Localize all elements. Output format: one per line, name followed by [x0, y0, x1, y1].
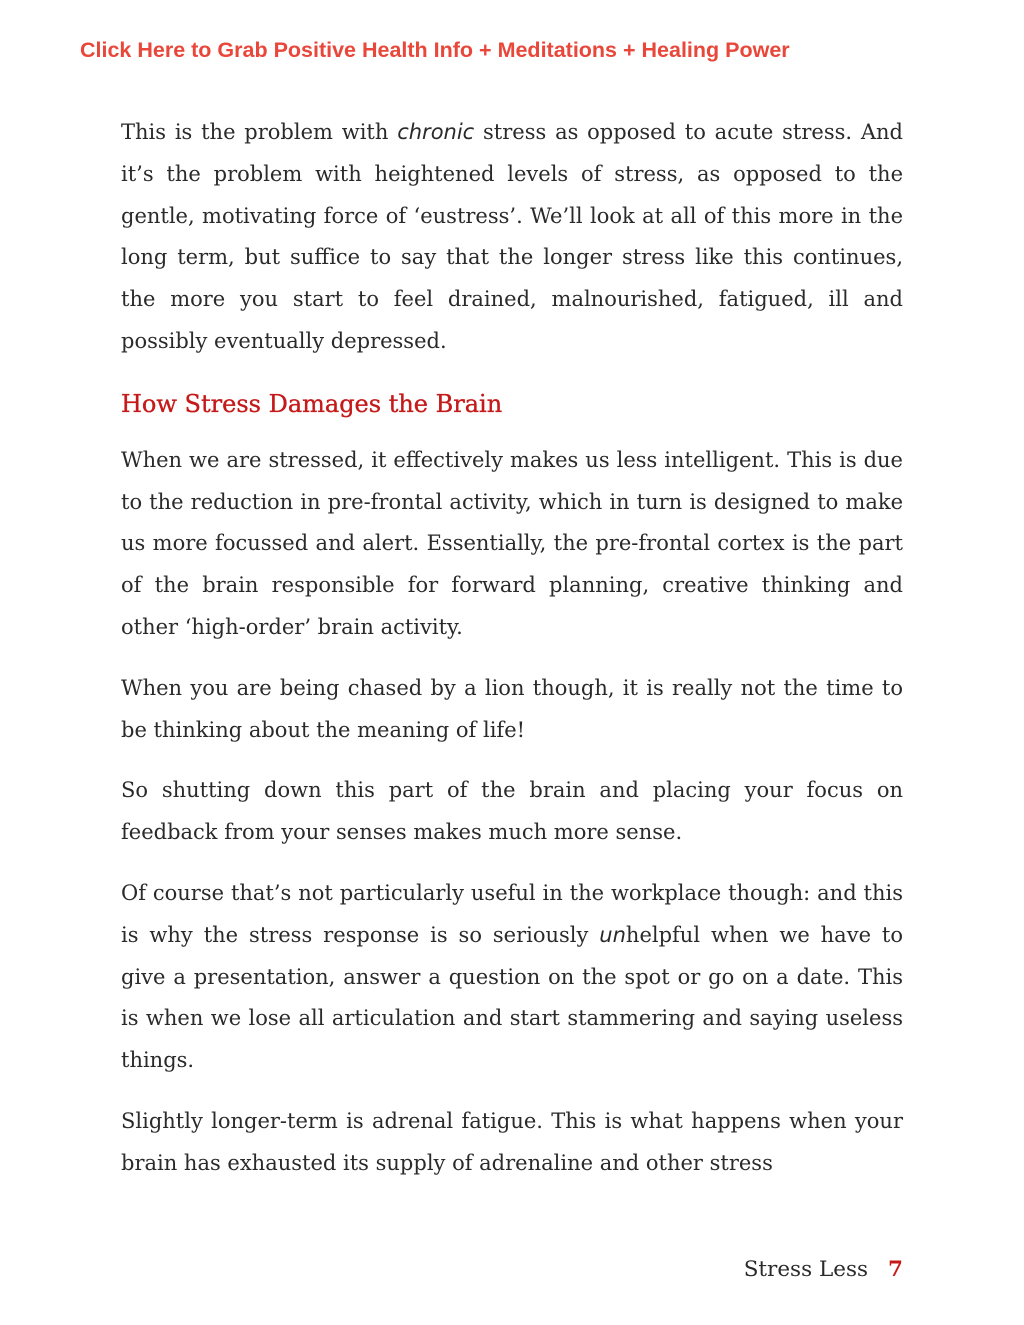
paragraph-chronic-stress: [121, 112, 903, 363]
page-body: [121, 112, 903, 1204]
paragraph-text: This is the problem with: [121, 120, 398, 144]
paragraph-lion: When you are being chased by a lion though, it is really not the time to be thinking about the meaning of life!: [121, 675, 903, 742]
page-number: 7: [888, 1257, 903, 1282]
paragraph-text: helpful when we have to give a presentation, answer a question on the spot or go on a date. This is when we lose all articulation and start stammering and saying useless things.: [121, 922, 903, 1073]
paragraph-text: stress as opposed to acute stress. And it’s the problem with heightened levels of stress, as opposed to the gentle, motivating force of ‘eustress’. We’ll look at all of this more in the long term, but suffice to say that the longer stress like this continues, the more you start to feel drained, malnourished, fatigued, ill and possibly eventually depressed.: [121, 120, 903, 353]
paragraph-adrenal-fatigue: Slightly longer-term is adrenal fatigue. This is what happens when your brain has exhausted its supply of adrenaline and other stress: [121, 1108, 903, 1175]
paragraph-text: Of course that’s not particularly useful in the workplace though: and this is why the stress response is so seriously: [121, 880, 903, 947]
emphasis-un: un: [599, 922, 626, 947]
page-footer: [744, 1257, 903, 1282]
emphasis-chronic: chronic: [397, 120, 475, 144]
promo-link[interactable]: Click Here to Grab Positive Health Info + Meditations + Healing Power: [80, 38, 790, 62]
paragraph-workplace: [121, 873, 903, 1082]
paragraph-senses: So shutting down this part of the brain and placing your focus on feedback from your senses makes much more sense.: [121, 778, 903, 845]
paragraph-less-intelligent: When we are stressed, it effectively makes us less intelligent. This is due to the reduction in pre-frontal activity, which in turn is designed to make us more focussed and alert. Essentially, the pre-frontal cortex is the part of the brain responsible for forward planning, creative thinking and other ‘high-order’ brain activity.: [121, 447, 903, 639]
section-heading: How Stress Damages the Brain: [121, 389, 503, 418]
book-title: Stress Less: [743, 1257, 869, 1282]
